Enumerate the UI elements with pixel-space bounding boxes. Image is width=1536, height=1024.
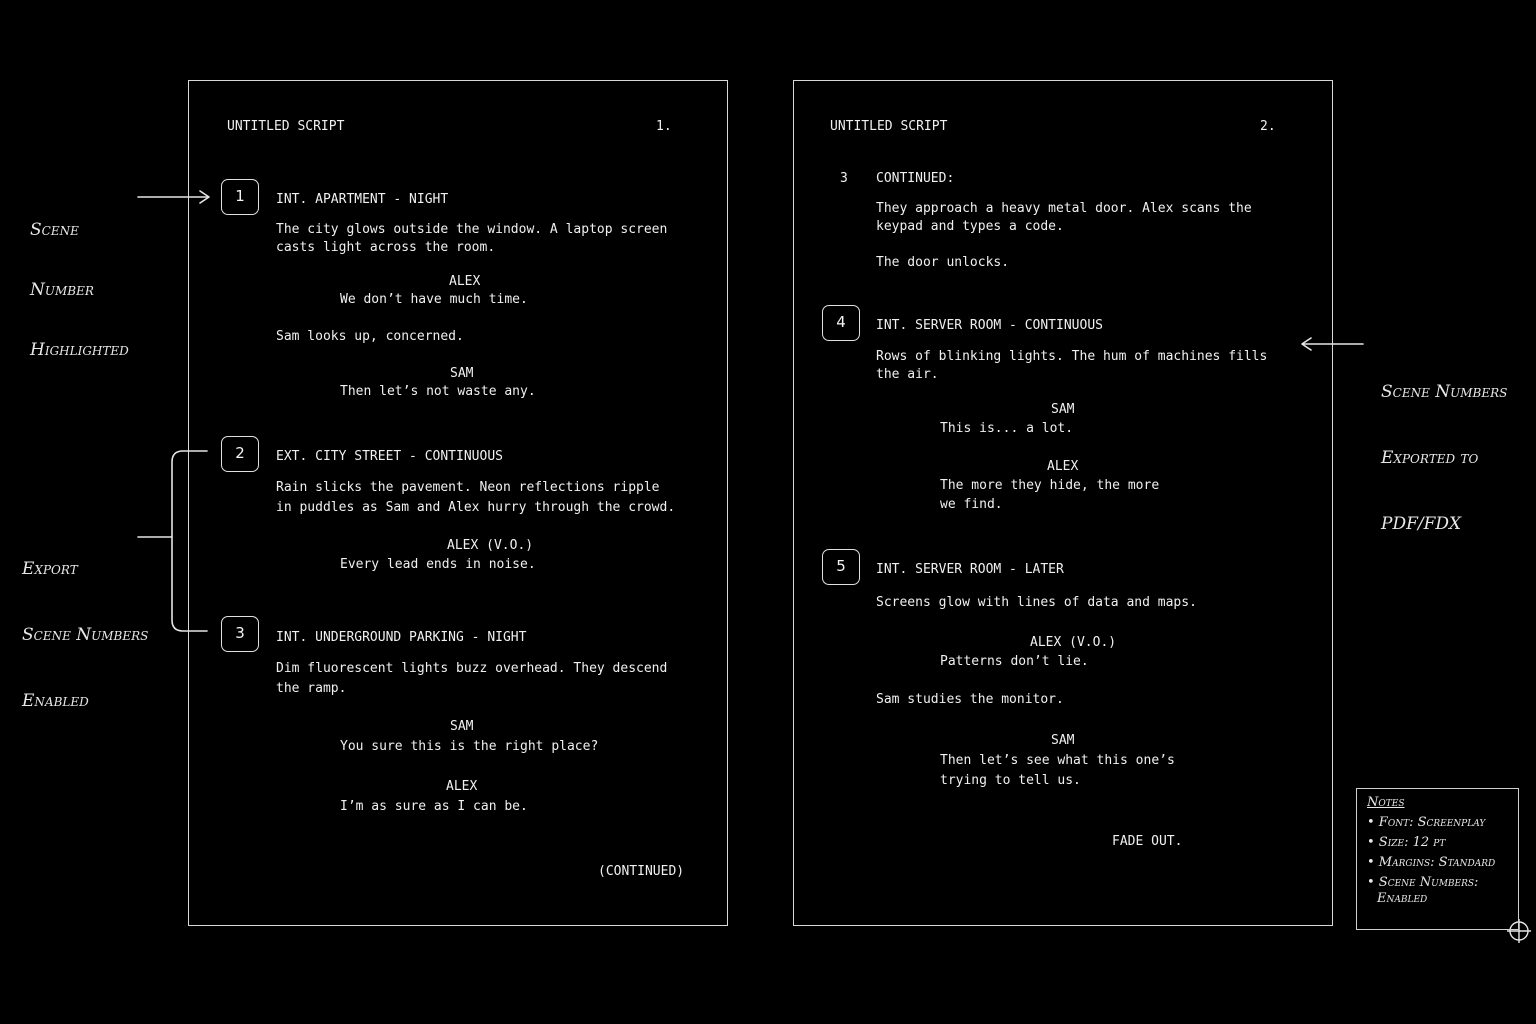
dialogue-line: Every lead ends in noise. [340, 557, 536, 572]
annotation-exported-to: Scene Numbers Exported to PDF/FDX [1381, 382, 1508, 534]
script-page-2 [793, 80, 1333, 926]
annotation-export-enabled: Export Scene Numbers Enabled [22, 559, 149, 711]
scene-number-badge-2[interactable]: 2 [221, 436, 259, 472]
dialogue-line: trying to tell us. [940, 773, 1081, 788]
dialogue-line: This is... a lot. [940, 421, 1074, 436]
action-line: They approach a heavy metal door. Alex scans the [876, 201, 1252, 216]
page-number: 2. [1260, 119, 1276, 134]
character-name: SAM [450, 719, 474, 734]
notes-item-font: • Font: Screenplay [1367, 815, 1486, 830]
action-line: casts light across the room. [276, 240, 496, 255]
notes-item-size: • Size: 12 pt [1367, 835, 1446, 850]
page-title: UNTITLED SCRIPT [830, 119, 948, 134]
dialogue-line: Patterns don’t lie. [940, 654, 1089, 669]
dialogue-line: You sure this is the right place? [340, 739, 599, 754]
page-number: 1. [656, 119, 672, 134]
scene-number-badge-5[interactable]: 5 [822, 549, 860, 585]
notes-item-scene-numbers: • Scene Numbers: Enabled [1367, 875, 1479, 906]
action-line: Sam looks up, concerned. [276, 329, 464, 344]
action-line: The city glows outside the window. A laptop screen [276, 222, 668, 237]
scene-heading-5: INT. SERVER ROOM - LATER [876, 562, 1064, 577]
scene-heading-3: INT. UNDERGROUND PARKING - NIGHT [276, 630, 527, 645]
scene-heading-1: INT. APARTMENT - NIGHT [276, 192, 449, 207]
scene-number-badge-4[interactable]: 4 [822, 305, 860, 341]
character-name: SAM [1051, 733, 1075, 748]
action-line: in puddles as Sam and Alex hurry through the crowd. [276, 500, 676, 515]
scene-number-badge-3[interactable]: 3 [221, 616, 259, 652]
action-line: Screens glow with lines of data and maps. [876, 595, 1197, 610]
scene-heading-2: EXT. CITY STREET - CONTINUOUS [276, 449, 503, 464]
character-name: SAM [450, 366, 474, 381]
action-line: keypad and types a code. [876, 219, 1064, 234]
action-line: the air. [876, 367, 939, 382]
character-name: ALEX (V.O.) [447, 538, 534, 553]
character-name: SAM [1051, 402, 1075, 417]
dialogue-line: Then let’s not waste any. [340, 384, 536, 399]
scene-heading-4: INT. SERVER ROOM - CONTINUOUS [876, 318, 1103, 333]
character-name: ALEX [1047, 459, 1079, 474]
action-line: Rain slicks the pavement. Neon reflections ripple [276, 480, 660, 495]
dialogue-line: we find. [940, 497, 1003, 512]
transition: FADE OUT. [1112, 834, 1183, 849]
dialogue-line: The more they hide, the more [940, 478, 1160, 493]
action-line: Sam studies the monitor. [876, 692, 1064, 707]
scene-number-badge-1[interactable]: 1 [221, 179, 259, 215]
character-name: ALEX [449, 274, 481, 289]
continued-scene-number: 3 [840, 171, 848, 186]
continued-marker: (CONTINUED) [598, 864, 685, 879]
character-name: ALEX [446, 779, 478, 794]
notes-box [1356, 788, 1519, 930]
action-line: Dim fluorescent lights buzz overhead. They descend [276, 661, 668, 676]
notes-item-margins: • Margins: Standard [1367, 855, 1496, 870]
dialogue-line: We don’t have much time. [340, 292, 528, 307]
annotation-scene-number-highlighted: Scene Number Highlighted [30, 220, 129, 360]
action-line: Rows of blinking lights. The hum of machines fills [876, 349, 1268, 364]
character-name: ALEX (V.O.) [1030, 635, 1117, 650]
dialogue-line: Then let’s see what this one’s [940, 753, 1175, 768]
page-title: UNTITLED SCRIPT [227, 119, 345, 134]
notes-heading: Notes [1367, 795, 1405, 810]
dialogue-line: I’m as sure as I can be. [340, 799, 528, 814]
action-line: the ramp. [276, 681, 347, 696]
action-line: The door unlocks. [876, 255, 1010, 270]
continued-label: CONTINUED: [876, 171, 955, 186]
script-page-1 [188, 80, 728, 926]
